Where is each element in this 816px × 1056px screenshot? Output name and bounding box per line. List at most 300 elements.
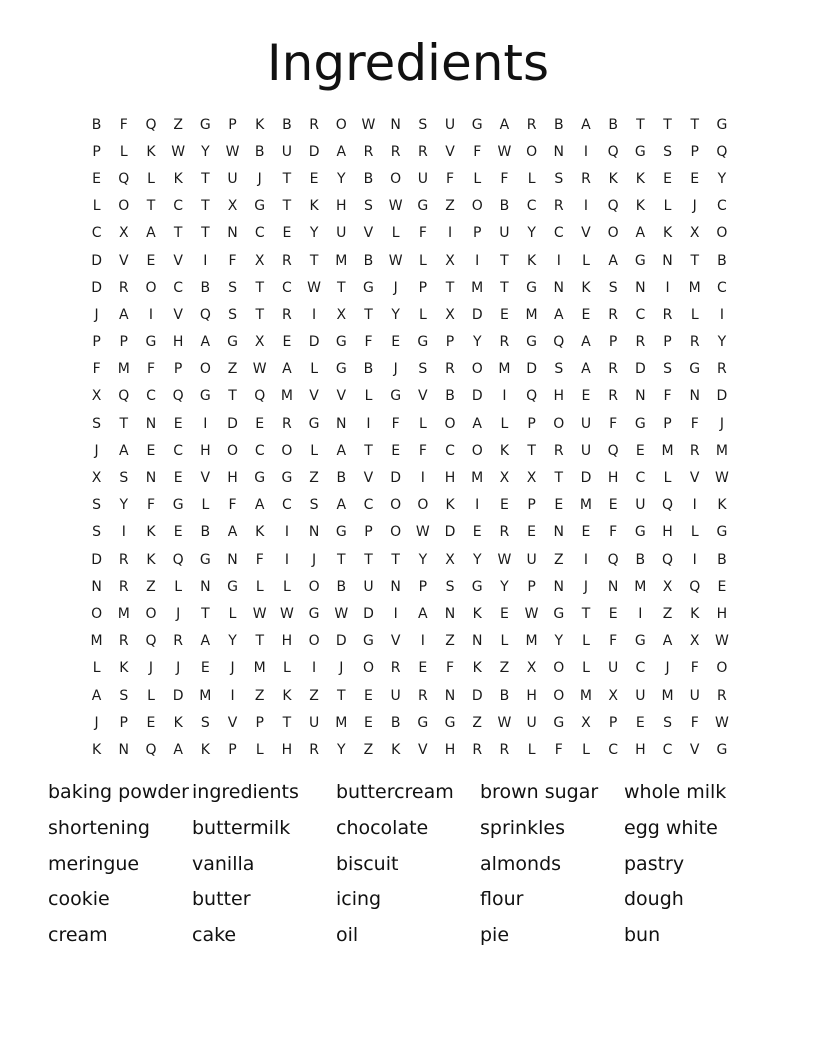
grid-letter: E <box>635 442 645 459</box>
grid-letter: T <box>364 306 373 323</box>
grid-letter: A <box>118 442 129 459</box>
word-list-item: buttercream <box>336 781 454 803</box>
grid-letter: Q <box>118 388 130 405</box>
grid-letter: P <box>255 714 264 731</box>
grid-letter: P <box>364 524 373 541</box>
grid-letter: B <box>200 524 211 541</box>
grid-letter: H <box>607 470 619 487</box>
grid-letter: V <box>418 388 428 405</box>
grid-letter: F <box>500 170 509 187</box>
grid-letter: R <box>717 361 727 378</box>
grid-letter: G <box>417 198 429 215</box>
grid-letter: D <box>363 605 374 622</box>
grid-letter: F <box>146 497 155 514</box>
grid-letter: O <box>607 225 619 242</box>
grid-letter: Q <box>526 388 538 405</box>
grid-letter: A <box>608 252 618 269</box>
grid-letter: Y <box>228 633 237 650</box>
grid-letter: Q <box>689 578 701 595</box>
grid-letter: K <box>608 170 618 187</box>
grid-letter: R <box>390 143 401 160</box>
grid-letter: D <box>390 470 402 487</box>
grid-letter: Q <box>145 116 157 133</box>
grid-letter: O <box>145 605 157 622</box>
grid-letter: M <box>117 605 130 622</box>
grid-letter: F <box>92 361 101 378</box>
grid-letter: J <box>393 361 398 378</box>
grid-letter: U <box>526 714 537 731</box>
grid-letter: K <box>472 605 482 622</box>
grid-letter: T <box>364 442 373 459</box>
grid-letter: T <box>173 225 183 242</box>
grid-letter: R <box>309 116 319 133</box>
grid-letter: Q <box>607 442 619 459</box>
grid-letter: Z <box>499 660 510 677</box>
grid-letter: J <box>393 279 398 296</box>
grid-letter: L <box>418 415 427 432</box>
grid-letter: D <box>91 279 102 296</box>
grid-letter: G <box>553 605 565 622</box>
grid-letter: Z <box>472 714 483 731</box>
grid-letter: G <box>390 388 402 405</box>
grid-letter: B <box>717 551 727 568</box>
grid-letter: E <box>554 497 564 514</box>
grid-letter: E <box>499 497 509 514</box>
grid-letter: O <box>199 361 211 378</box>
grid-letter: D <box>471 687 483 704</box>
grid-letter: B <box>282 116 292 133</box>
grid-letter: S <box>228 279 237 296</box>
word-list-item: icing <box>336 888 382 911</box>
grid-letter: H <box>281 741 293 758</box>
grid-letter: V <box>173 252 183 269</box>
grid-letter: R <box>608 306 619 323</box>
grid-letter: T <box>500 252 509 269</box>
grid-letter: A <box>499 116 510 133</box>
grid-letter: A <box>581 116 591 133</box>
grid-letter: X <box>662 578 673 595</box>
grid-letter: L <box>147 687 155 704</box>
grid-letter: S <box>92 497 102 514</box>
grid-letter: R <box>499 334 510 351</box>
grid-letter: S <box>554 170 564 187</box>
grid-letter: L <box>228 605 237 622</box>
word-list-item: whole milk <box>624 781 727 803</box>
grid-letter: N <box>91 578 102 595</box>
grid-letter: Q <box>254 388 266 405</box>
grid-letter: I <box>556 252 561 269</box>
grid-letter: P <box>418 279 428 296</box>
grid-letter: Z <box>309 687 319 704</box>
grid-letter: V <box>390 633 401 650</box>
grid-letter: M <box>471 279 484 296</box>
grid-letter: Y <box>527 225 536 242</box>
grid-letter: Y <box>119 497 129 514</box>
grid-letter: F <box>663 388 672 405</box>
grid-letter: G <box>172 497 184 514</box>
grid-letter: T <box>201 605 210 622</box>
grid-letter: C <box>635 470 646 487</box>
grid-letter: F <box>609 633 618 650</box>
grid-letter: F <box>119 116 128 133</box>
grid-letter: L <box>582 252 590 269</box>
grid-letter: G <box>716 524 728 541</box>
grid-letter: S <box>228 306 237 323</box>
grid-letter: P <box>527 415 536 432</box>
grid-letter: W <box>171 143 186 160</box>
grid-letter: A <box>418 605 428 622</box>
grid-letter: C <box>635 306 646 323</box>
grid-letter: N <box>444 687 456 704</box>
grid-letter: C <box>635 660 646 677</box>
grid-letter: X <box>336 306 347 323</box>
grid-letter: R <box>499 741 510 758</box>
grid-letter: E <box>635 714 645 731</box>
grid-letter: C <box>173 198 184 215</box>
grid-letter: G <box>716 741 728 758</box>
grid-letter: V <box>336 388 347 405</box>
grid-letter: P <box>527 497 536 514</box>
grid-letter: C <box>662 741 673 758</box>
grid-letter: P <box>92 334 101 351</box>
grid-letter: I <box>203 252 208 269</box>
grid-letter: L <box>527 170 536 187</box>
grid-letter: T <box>119 415 129 432</box>
grid-letter: O <box>444 415 456 432</box>
grid-letter: C <box>553 225 564 242</box>
grid-letter: R <box>118 578 129 595</box>
grid-letter: T <box>690 116 699 133</box>
word-list-item: buttermilk <box>192 816 291 839</box>
grid-letter: M <box>579 687 593 704</box>
grid-letter: K <box>282 687 292 704</box>
grid-letter: Z <box>173 116 183 133</box>
grid-letter: T <box>527 442 536 459</box>
grid-letter: W <box>279 605 294 622</box>
grid-letter: E <box>173 524 183 541</box>
word-list-item: cookie <box>48 888 110 911</box>
grid-letter: K <box>255 116 265 133</box>
grid-letter: V <box>581 225 591 242</box>
grid-letter: G <box>199 551 211 568</box>
grid-letter: I <box>312 306 317 323</box>
grid-letter: X <box>254 334 265 351</box>
word-list-item: baking powder <box>48 781 189 803</box>
grid-letter: K <box>255 524 265 541</box>
grid-letter: M <box>90 633 103 650</box>
grid-letter: O <box>335 116 347 133</box>
grid-letter: N <box>145 415 157 432</box>
grid-letter: I <box>420 633 425 650</box>
grid-letter: F <box>609 524 618 541</box>
grid-letter: I <box>148 306 154 323</box>
grid-letter: S <box>663 143 672 160</box>
grid-letter: E <box>690 170 700 187</box>
grid-letter: F <box>690 660 699 677</box>
grid-letter: G <box>526 334 538 351</box>
grid-letter: L <box>255 741 264 758</box>
grid-letter: B <box>717 252 727 269</box>
grid-letter: Q <box>172 388 184 405</box>
grid-letter: U <box>499 225 510 242</box>
grid-letter: A <box>635 225 646 242</box>
grid-letter: Q <box>607 143 619 160</box>
grid-letter: M <box>335 252 348 269</box>
grid-letter: T <box>146 198 156 215</box>
grid-letter: X <box>91 388 102 405</box>
grid-letter: R <box>662 306 673 323</box>
grid-letter: S <box>608 279 618 296</box>
grid-letter: T <box>255 279 264 296</box>
grid-letter: R <box>717 687 727 704</box>
grid-letter: E <box>173 415 183 432</box>
grid-letter: S <box>364 198 373 215</box>
grid-letter: X <box>445 306 455 323</box>
grid-letter: Q <box>199 306 211 323</box>
grid-letter: S <box>418 116 428 133</box>
grid-letter: E <box>499 605 509 622</box>
grid-letter: T <box>636 116 645 133</box>
grid-letter: W <box>361 116 376 133</box>
grid-letter: G <box>335 334 347 351</box>
grid-letter: G <box>199 388 211 405</box>
grid-letter: B <box>499 198 510 215</box>
grid-letter: N <box>635 279 646 296</box>
grid-letter: F <box>364 334 373 351</box>
grid-letter: D <box>634 361 646 378</box>
grid-letter: G <box>553 714 565 731</box>
grid-letter: B <box>336 470 347 487</box>
grid-letter: F <box>255 551 264 568</box>
grid-letter: Z <box>146 578 156 595</box>
grid-letter: B <box>445 388 455 405</box>
grid-letter: G <box>308 415 320 432</box>
grid-letter: V <box>309 388 319 405</box>
grid-letter: C <box>608 741 619 758</box>
grid-letter: R <box>553 198 564 215</box>
grid-letter: Z <box>227 361 238 378</box>
grid-letter: E <box>608 605 618 622</box>
grid-letter: F <box>690 714 699 731</box>
grid-letter: X <box>526 660 537 677</box>
grid-letter: T <box>282 170 292 187</box>
grid-letter: N <box>227 551 238 568</box>
grid-letter: P <box>418 578 428 595</box>
grid-letter: J <box>148 660 154 677</box>
grid-letter: M <box>688 279 701 296</box>
grid-letter: M <box>117 361 130 378</box>
grid-letter: A <box>227 524 238 541</box>
grid-letter: R <box>309 741 319 758</box>
grid-letter: P <box>472 225 482 242</box>
grid-letter: B <box>363 361 374 378</box>
grid-letter: O <box>471 442 483 459</box>
grid-letter: M <box>525 306 538 323</box>
grid-letter: E <box>418 660 428 677</box>
grid-letter: D <box>91 551 102 568</box>
grid-letter: K <box>635 170 645 187</box>
grid-letter: N <box>607 578 619 595</box>
grid-letter: S <box>554 361 564 378</box>
grid-letter: E <box>717 578 727 595</box>
grid-letter: K <box>391 741 401 758</box>
grid-letter: W <box>388 198 403 215</box>
grid-letter: G <box>417 334 429 351</box>
page-title: Ingredients <box>266 34 550 92</box>
grid-letter: Z <box>445 633 455 650</box>
grid-letter: S <box>418 361 428 378</box>
grid-letter: P <box>663 415 672 432</box>
grid-letter: T <box>581 605 591 622</box>
grid-letter: O <box>308 633 320 650</box>
grid-letter: I <box>583 198 589 215</box>
grid-letter: A <box>118 306 129 323</box>
grid-letter: Q <box>662 497 674 514</box>
grid-letter: G <box>145 334 157 351</box>
grid-letter: O <box>91 605 103 622</box>
grid-letter: W <box>225 143 240 160</box>
grid-letter: A <box>553 306 564 323</box>
grid-letter: P <box>173 361 183 378</box>
grid-letter: S <box>92 524 102 541</box>
grid-letter: L <box>527 741 536 758</box>
grid-letter: N <box>390 116 401 133</box>
grid-letter: Z <box>553 551 564 568</box>
grid-letter: Z <box>363 741 374 758</box>
grid-letter: M <box>525 633 538 650</box>
grid-letter: G <box>471 116 483 133</box>
grid-letter: I <box>583 143 589 160</box>
grid-letter: D <box>444 524 456 541</box>
grid-letter: H <box>227 470 238 487</box>
grid-letter: D <box>308 334 320 351</box>
grid-letter: K <box>635 198 645 215</box>
grid-letter: T <box>255 306 264 323</box>
grid-letter: G <box>417 714 429 731</box>
grid-letter: H <box>662 524 673 541</box>
grid-letter: U <box>336 225 347 242</box>
grid-letter: S <box>92 415 102 432</box>
grid-letter: I <box>475 497 480 514</box>
grid-letter: F <box>391 415 400 432</box>
grid-letter: I <box>420 470 425 487</box>
grid-letter: R <box>173 633 184 650</box>
grid-letter: G <box>634 524 646 541</box>
grid-letter: Y <box>337 170 346 187</box>
grid-letter: E <box>663 170 672 187</box>
grid-letter: R <box>472 741 483 758</box>
grid-letter: S <box>663 714 672 731</box>
grid-letter: K <box>581 279 591 296</box>
grid-letter: P <box>119 714 128 731</box>
grid-letter: L <box>283 578 291 595</box>
grid-letter: B <box>254 143 265 160</box>
grid-letter: U <box>526 551 537 568</box>
grid-letter: M <box>579 497 593 514</box>
grid-letter: H <box>526 687 537 704</box>
grid-letter: N <box>336 415 347 432</box>
grid-letter: C <box>146 388 156 405</box>
grid-letter: Q <box>553 334 565 351</box>
grid-letter: R <box>689 334 700 351</box>
grid-letter: R <box>282 306 292 323</box>
grid-letter: X <box>608 687 618 704</box>
grid-letter: W <box>252 605 267 622</box>
grid-letter: R <box>118 633 129 650</box>
grid-letter: T <box>309 252 319 269</box>
grid-letter: S <box>663 361 672 378</box>
grid-letter: X <box>526 470 537 487</box>
grid-letter: G <box>634 633 646 650</box>
grid-letter: U <box>580 442 592 459</box>
grid-letter: I <box>665 279 670 296</box>
grid-letter: O <box>281 442 293 459</box>
grid-letter: O <box>390 524 402 541</box>
grid-letter: E <box>282 225 292 242</box>
grid-letter: K <box>527 252 537 269</box>
grid-letter: G <box>526 279 538 296</box>
grid-letter: O <box>716 660 728 677</box>
grid-letter: L <box>255 578 264 595</box>
grid-letter: E <box>146 442 156 459</box>
grid-letter: C <box>363 497 374 514</box>
grid-letter: V <box>418 741 428 758</box>
grid-letter: G <box>716 116 728 133</box>
grid-letter: D <box>526 361 537 378</box>
grid-letter: G <box>254 198 266 215</box>
grid-letter: L <box>690 306 699 323</box>
grid-letter: I <box>475 252 480 269</box>
grid-letter: C <box>254 442 265 459</box>
grid-letter: V <box>227 714 238 731</box>
letter-grid <box>83 111 736 764</box>
grid-letter: B <box>91 116 102 133</box>
grid-letter: R <box>417 143 428 160</box>
grid-letter: B <box>499 687 510 704</box>
grid-letter: S <box>119 470 129 487</box>
word-list-item: shortening <box>48 816 150 839</box>
grid-letter: K <box>146 143 156 160</box>
grid-letter: I <box>393 605 398 622</box>
grid-letter: G <box>227 334 238 351</box>
grid-letter: I <box>638 605 643 622</box>
grid-letter: V <box>445 143 455 160</box>
grid-letter: L <box>500 633 509 650</box>
word-list-item: butter <box>192 888 251 911</box>
grid-letter: W <box>388 252 403 269</box>
grid-letter: I <box>284 524 289 541</box>
grid-letter: T <box>554 470 564 487</box>
grid-letter: N <box>308 524 320 541</box>
grid-letter: A <box>254 497 265 514</box>
grid-letter: W <box>497 714 512 731</box>
grid-letter: I <box>366 415 371 432</box>
grid-letter: R <box>526 116 537 133</box>
grid-letter: O <box>308 578 320 595</box>
grid-letter: Y <box>500 578 509 595</box>
grid-letter: M <box>471 470 484 487</box>
word-list-item: ingredients <box>192 781 299 803</box>
grid-letter: T <box>201 225 210 242</box>
grid-letter: L <box>92 660 101 677</box>
grid-letter: N <box>553 578 565 595</box>
grid-letter: Y <box>309 225 319 242</box>
grid-letter: N <box>145 470 157 487</box>
grid-letter: K <box>119 660 129 677</box>
grid-letter: W <box>714 470 729 487</box>
grid-letter: Z <box>254 687 265 704</box>
word-list-item: chocolate <box>336 816 429 839</box>
